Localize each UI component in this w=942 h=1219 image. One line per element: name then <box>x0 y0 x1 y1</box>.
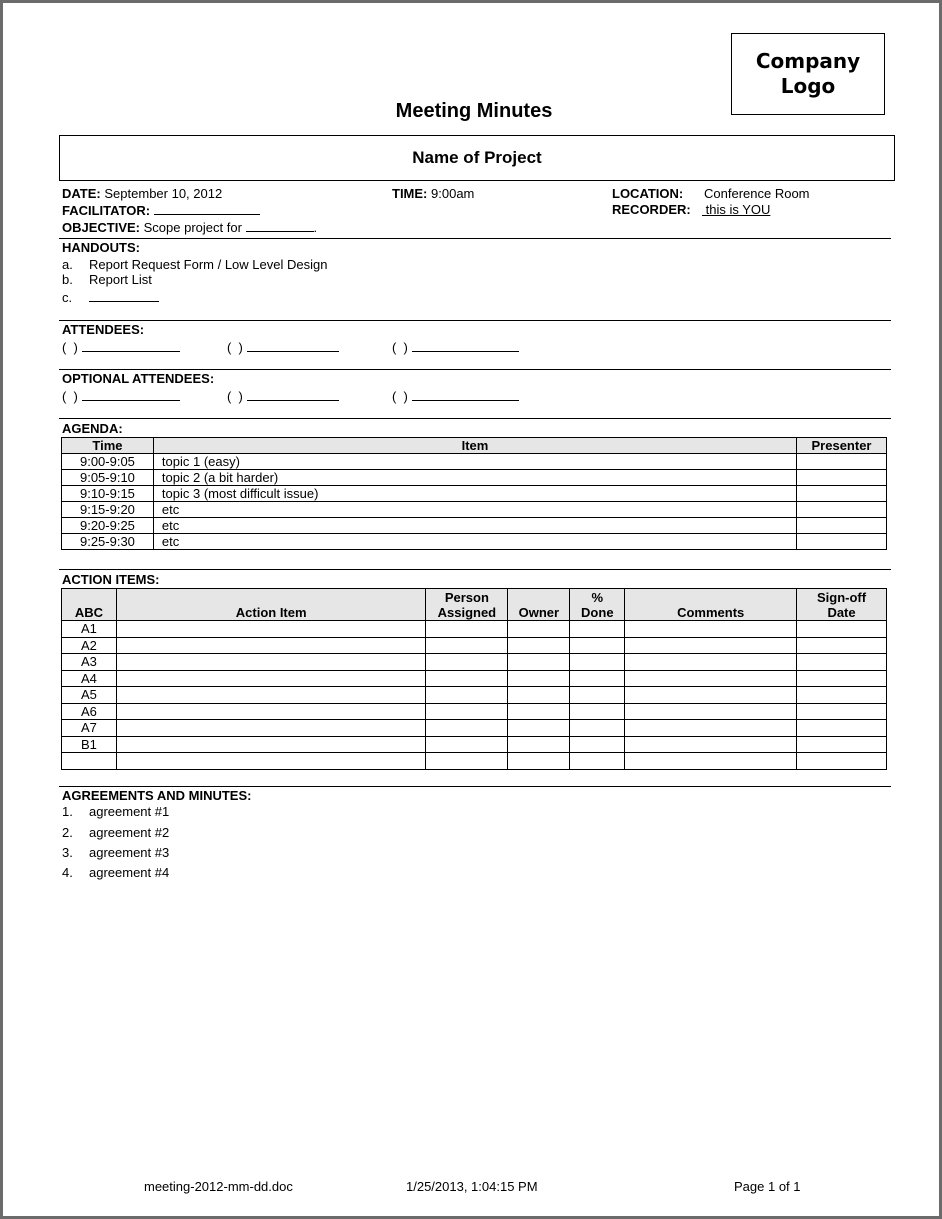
agenda-col-item: Item <box>153 438 796 454</box>
list-item <box>62 845 169 861</box>
attendee-checkbox: ( ) <box>392 389 408 404</box>
agreement-text: agreement #2 <box>89 825 170 840</box>
objective-blank <box>246 219 314 232</box>
attendee-slot <box>392 339 519 356</box>
action-col-comments: Comments <box>625 589 797 621</box>
objective-label: OBJECTIVE: <box>62 220 141 235</box>
attendee-checkbox: ( ) <box>392 340 408 355</box>
table-row <box>62 753 887 770</box>
action-col-item: Action Item <box>116 589 425 621</box>
location-value: Conference Room <box>704 186 810 201</box>
table-row <box>62 687 887 704</box>
action-id: A2 <box>62 637 117 654</box>
date-value: September 10, 2012 <box>104 186 223 201</box>
facilitator-field <box>62 202 260 219</box>
optional-attendee-slot <box>62 388 180 405</box>
section-divider <box>59 569 891 570</box>
objective-end: . <box>313 220 318 235</box>
section-divider <box>59 369 891 370</box>
table-row <box>62 720 887 737</box>
attendee-blank <box>412 339 519 352</box>
agenda-time: 9:15-9:20 <box>62 502 154 518</box>
time-field <box>392 186 474 202</box>
optional-attendee-slot <box>392 388 519 405</box>
agenda-time: 9:10-9:15 <box>62 486 154 502</box>
handouts-heading: HANDOUTS: <box>62 240 140 255</box>
agreement-text: agreement #4 <box>89 865 170 880</box>
time-value: 9:00am <box>431 186 475 201</box>
recorder-label: RECORDER: <box>612 202 691 217</box>
agenda-col-presenter: Presenter <box>797 438 887 454</box>
location-label: LOCATION: <box>612 186 684 201</box>
action-col-owner: Owner <box>508 589 570 621</box>
optional-attendee-slot <box>227 388 339 405</box>
objective-value: Scope project for <box>143 220 242 235</box>
agenda-presenter <box>797 518 887 534</box>
attendee-blank <box>82 339 180 352</box>
action-id: A1 <box>62 621 117 638</box>
handout-blank <box>89 289 159 302</box>
date-label: DATE: <box>62 186 101 201</box>
action-header-row <box>62 589 887 621</box>
action-items-heading: ACTION ITEMS: <box>62 572 160 587</box>
attendee-checkbox: ( ) <box>227 340 243 355</box>
recorder-value: this is YOU <box>702 202 771 217</box>
agreement-text: agreement #3 <box>89 845 170 860</box>
action-id: A7 <box>62 720 117 737</box>
handout-item <box>62 257 327 273</box>
list-item <box>62 865 169 881</box>
attendee-checkbox: ( ) <box>62 389 78 404</box>
agenda-col-time: Time <box>62 438 154 454</box>
agreement-number: 4. <box>62 865 73 880</box>
attendee-blank <box>247 339 339 352</box>
action-id: A5 <box>62 687 117 704</box>
table-row <box>62 703 887 720</box>
agenda-presenter <box>797 502 887 518</box>
table-row <box>62 654 887 671</box>
handout-text: Report Request Form / Low Level Design <box>89 257 328 272</box>
agenda-header-row <box>62 438 887 454</box>
agenda-time: 9:00-9:05 <box>62 454 154 470</box>
agenda-presenter <box>797 470 887 486</box>
table-row <box>62 534 887 550</box>
facilitator-blank <box>154 202 260 215</box>
company-logo: Company Logo <box>731 33 885 115</box>
agenda-time: 9:05-9:10 <box>62 470 154 486</box>
attendees-heading: ATTENDEES: <box>62 322 145 337</box>
agenda-item: topic 3 (most difficult issue) <box>153 486 796 502</box>
agenda-presenter <box>797 454 887 470</box>
action-id: B1 <box>62 736 117 753</box>
agenda-heading: AGENDA: <box>62 421 123 436</box>
project-name: Name of Project <box>59 135 895 181</box>
agenda-item: topic 1 (easy) <box>153 454 796 470</box>
table-row <box>62 637 887 654</box>
table-row <box>62 670 887 687</box>
list-item <box>62 825 169 841</box>
agreements-heading: AGREEMENTS AND MINUTES: <box>62 788 252 803</box>
section-divider <box>59 238 891 239</box>
action-items-table <box>61 588 887 770</box>
action-col-signoff: Sign-off Date <box>797 589 887 621</box>
table-row <box>62 486 887 502</box>
table-row <box>62 518 887 534</box>
action-id: A3 <box>62 654 117 671</box>
agenda-item: etc <box>153 502 796 518</box>
list-item <box>62 804 169 820</box>
attendee-blank <box>82 388 180 401</box>
action-col-abc: ABC <box>62 589 117 621</box>
agenda-presenter <box>797 486 887 502</box>
table-row <box>62 454 887 470</box>
agenda-presenter <box>797 534 887 550</box>
agenda-table <box>61 437 887 550</box>
handout-text: Report List <box>89 272 152 287</box>
optional-attendees-heading: OPTIONAL ATTENDEES: <box>62 371 215 386</box>
page-title: Meeting Minutes <box>395 100 553 122</box>
action-col-person: Person Assigned <box>426 589 508 621</box>
handout-marker: c. <box>62 290 73 305</box>
agenda-time: 9:25-9:30 <box>62 534 154 550</box>
date-field <box>62 186 222 202</box>
handout-marker: b. <box>62 272 73 287</box>
handout-item <box>62 272 152 288</box>
attendee-blank <box>412 388 519 401</box>
action-id <box>62 753 117 770</box>
agenda-time: 9:20-9:25 <box>62 518 154 534</box>
agenda-item: etc <box>153 518 796 534</box>
time-label: TIME: <box>392 186 428 201</box>
handout-item <box>62 289 159 306</box>
agenda-item: etc <box>153 534 796 550</box>
attendee-blank <box>247 388 339 401</box>
section-divider <box>59 320 891 321</box>
footer-filename: meeting-2012-mm-dd.doc <box>144 1179 293 1194</box>
attendee-checkbox: ( ) <box>62 340 78 355</box>
action-id: A6 <box>62 703 117 720</box>
attendee-slot <box>227 339 339 356</box>
table-row <box>62 736 887 753</box>
action-col-done: % Done <box>570 589 625 621</box>
section-divider <box>59 418 891 419</box>
attendee-checkbox: ( ) <box>227 389 243 404</box>
section-divider <box>59 786 891 787</box>
footer-timestamp: 1/25/2013, 1:04:15 PM <box>406 1179 538 1194</box>
handout-marker: a. <box>62 257 73 272</box>
table-row <box>62 470 887 486</box>
footer-page-number: Page 1 of 1 <box>734 1179 801 1194</box>
agreement-number: 2. <box>62 825 73 840</box>
table-row <box>62 502 887 518</box>
action-id: A4 <box>62 670 117 687</box>
facilitator-label: FACILITATOR: <box>62 203 151 218</box>
agenda-item: topic 2 (a bit harder) <box>153 470 796 486</box>
agreement-number: 1. <box>62 804 73 819</box>
objective-field <box>62 219 317 236</box>
agreement-text: agreement #1 <box>89 804 170 819</box>
agreement-number: 3. <box>62 845 73 860</box>
attendee-slot <box>62 339 180 356</box>
table-row <box>62 621 887 638</box>
